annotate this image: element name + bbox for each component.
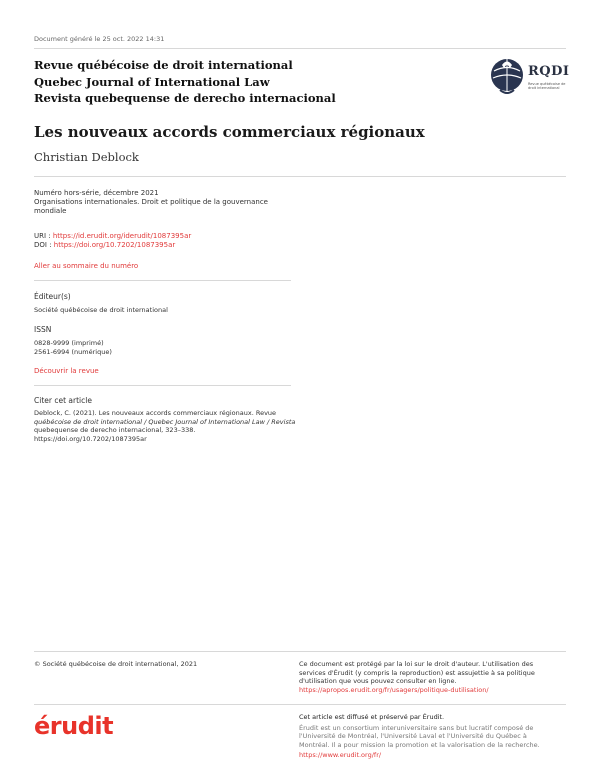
journal-logo	[488, 56, 570, 102]
citation-heading: Citer cet article	[34, 396, 92, 405]
article-author: Christian Deblock	[34, 150, 139, 164]
erudit-logo: érudit	[34, 712, 114, 740]
logo-abbr: RQDI	[528, 64, 570, 79]
citation-line: https://doi.org/10.7202/1087395ar	[34, 434, 147, 443]
publisher-heading: Éditeur(s)	[34, 292, 71, 301]
issue-number: Numéro hors-série, décembre 2021	[34, 189, 159, 197]
uri-label: URI :	[34, 232, 53, 240]
rights-line: Ce document est protégé par la loi sur le droit d'auteur. L'utilisation des	[299, 660, 534, 668]
citation-text	[34, 409, 304, 443]
uri-link[interactable]: https://id.erudit.org/iderudit/1087395ar	[52, 232, 192, 240]
issue-info	[34, 189, 299, 216]
uri-line	[34, 232, 191, 241]
rights-notice	[299, 660, 565, 694]
divider	[34, 651, 566, 652]
citation-line: Deblock, C. (2021). Les nouveaux accords commerciaux régionaux. Revue	[34, 409, 277, 417]
rights-link[interactable]: https://apropos.erudit.org/fr/usagers/politique-dutilisation/	[299, 685, 489, 694]
divider	[34, 48, 566, 49]
journal-title-en: Quebec Journal of International Law	[34, 75, 270, 89]
rights-line: d'utilisation que vous pouvez consulter en ligne.	[299, 677, 457, 685]
rights-line: services d'Érudit (y compris la reproduction) est assujettie à sa politique	[299, 668, 535, 677]
doi-line	[34, 241, 175, 250]
discover-link[interactable]: Découvrir la revue	[34, 367, 99, 375]
copyright: © Société québécoise de droit international, 2021	[34, 660, 198, 668]
doi-label: DOI :	[34, 241, 54, 249]
summary-link[interactable]: Aller au sommaire du numéro	[34, 262, 139, 270]
diffusion-line: l'Université de Montréal, l'Université Laval et l'Université du Québec à	[299, 732, 527, 740]
diffusion-title: Cet article est diffusé et préservé par Érudit.	[299, 713, 445, 721]
generated-date: Document généré le 25 oct. 2022 14:31	[34, 35, 165, 43]
publisher-name: Société québécoise de droit international	[34, 306, 168, 314]
globe-icon	[488, 56, 526, 98]
issn-print: 0828-9999 (imprimé)	[34, 339, 104, 347]
journal-title-fr: Revue québécoise de droit international	[34, 58, 293, 72]
issn-heading: ISSN	[34, 325, 52, 334]
divider	[34, 704, 566, 705]
citation-line: québécoise de droit international / Quebec Journal of International Law / Revista	[34, 417, 296, 426]
journal-title-es: Revista quebequense de derecho internacional	[34, 91, 336, 105]
article-title: Les nouveaux accords commerciaux régionaux	[34, 123, 425, 141]
issn-digital: 2561-6994 (numérique)	[34, 348, 112, 356]
diffusion-line: Érudit est un consortium interuniversitaire sans but lucratif composé de	[299, 723, 534, 732]
issue-theme: Organisations internationales. Droit et politique de la gouvernance mondiale	[34, 198, 268, 215]
logo-subtitle: Revue québécoise de droit international	[528, 82, 566, 90]
erudit-link[interactable]: https://www.erudit.org/fr/	[299, 751, 382, 759]
divider	[34, 385, 291, 386]
doi-link[interactable]: https://doi.org/10.7202/1087395ar	[53, 241, 176, 249]
divider	[34, 280, 291, 281]
citation-line: quebequense de derecho internacional, 323–338.	[34, 426, 196, 434]
divider	[34, 176, 566, 177]
diffusion-line: Montréal. Il a pour mission la promotion et la valorisation de la recherche.	[299, 740, 540, 749]
diffusion-notice	[299, 713, 565, 760]
